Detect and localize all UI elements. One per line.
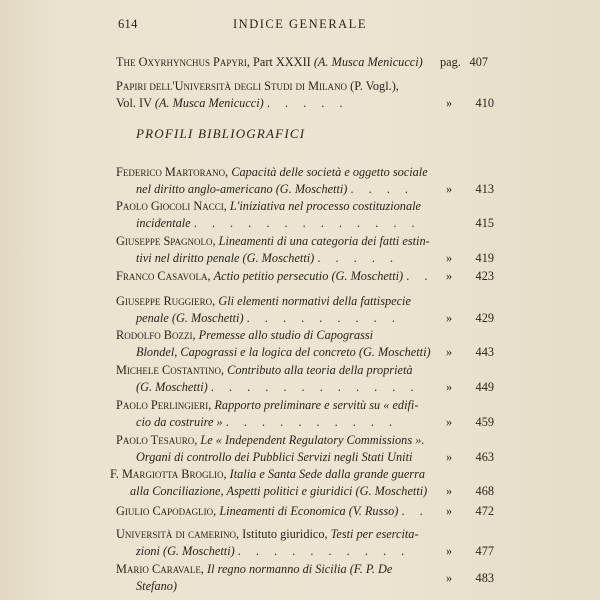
entry-page <box>446 310 494 327</box>
page-ref: 477 <box>475 543 494 558</box>
running-title: INDICE GENERALE <box>233 17 367 31</box>
toc-entry <box>116 293 490 326</box>
toc-entry <box>116 78 490 111</box>
page-marker: » <box>446 310 453 325</box>
entry-page <box>446 250 494 267</box>
page-ref: 419 <box>475 250 494 265</box>
entry-page <box>446 344 494 361</box>
entry-line: penale (G. Moschetti) . . . . . . . . . <box>136 310 401 325</box>
entry-line: Giuseppe Ruggiero, Gli elementi normativi della fattispecie <box>116 294 411 308</box>
toc-entry <box>116 526 490 559</box>
toc-entry <box>116 164 490 197</box>
page-marker: » <box>446 344 453 359</box>
page-number: 614 <box>118 17 138 31</box>
entry-line: (G. Moschetti) . . . . . . . . . . . . <box>136 379 420 394</box>
entry-line: Papiri dell'Università degli Studi di Milano (P. Vogl.), <box>116 79 399 93</box>
toc-entry <box>116 327 490 360</box>
toc-entry <box>116 561 490 594</box>
page-ref: 413 <box>475 181 494 196</box>
page-ref: 449 <box>475 379 494 394</box>
entry-line: Mario Caravale, Il regno normanno di Sicilia (F. P. De <box>116 562 393 576</box>
entry-line: Paolo Perlingieri, Rapporto preliminare e servitù su « edifi- <box>116 398 419 412</box>
entry-line: cio da costruire » . . . . . . . . . . <box>136 414 399 429</box>
entry-line: Franco Casavola, Actio petitio persecutio (G. Moschetti) . . <box>116 269 434 283</box>
entry-page <box>446 570 494 587</box>
page-marker: » <box>446 379 453 394</box>
entry-page <box>446 268 494 285</box>
entry-page <box>446 414 494 431</box>
entry-page <box>440 54 494 71</box>
entry-line: Vol. IV (A. Musca Menicucci) . . . . . <box>116 95 349 110</box>
page-marker: » <box>446 414 453 429</box>
entry-line: nel diritto anglo-americano (G. Moschetti) . . . . <box>136 181 415 196</box>
entry-line: Stefano) <box>136 578 177 593</box>
entry-line: alla Conciliazione, Aspetti politici e giuridici (G. Moschetti) <box>130 483 428 498</box>
entry-page <box>446 449 494 466</box>
page-marker: » <box>446 181 453 196</box>
entry-page <box>446 215 494 232</box>
page-marker: » <box>446 250 453 265</box>
toc-entry <box>116 432 490 465</box>
toc-entry <box>116 397 490 430</box>
toc-entry <box>116 503 490 520</box>
entry-line: zioni (G. Moschetti) . . . . . . . . . . <box>136 543 411 558</box>
entry-line: Giulio Capodaglio, Lineamenti di Economica (V. Russo) . . <box>116 504 429 518</box>
page-ref: 415 <box>475 215 494 230</box>
entry-page <box>446 503 494 520</box>
running-head <box>0 17 600 33</box>
page-marker: » <box>446 95 453 110</box>
entry-line: Michele Costantino, Contributo alla teoria della proprietà <box>116 363 413 377</box>
page-marker: pag. <box>440 55 461 69</box>
entry-page <box>446 95 494 112</box>
page-marker: » <box>446 269 453 283</box>
page-ref: 407 <box>469 55 488 69</box>
entry-page <box>446 543 494 560</box>
page-ref: 459 <box>475 414 494 429</box>
page-ref: 483 <box>475 571 494 585</box>
page-marker: » <box>446 571 453 585</box>
toc-entry <box>116 54 490 71</box>
toc-entry <box>116 362 490 395</box>
entry-line: Blondel, Capograssi e la logica del concreto (G. Moschetti) <box>136 344 431 359</box>
entry-page <box>446 379 494 396</box>
entry-line: Federico Martorano, Capacità delle società e oggetto sociale <box>116 165 428 179</box>
page-ref: 463 <box>475 449 494 464</box>
entry-line: F. Margiotta Broglio, Italia e Santa Sede dalla grande guerra <box>110 467 425 481</box>
entry-line: tivi nel diritto penale (G. Moschetti) . . . . . <box>136 250 400 265</box>
entry-page <box>446 483 494 500</box>
page-ref: 429 <box>475 310 494 325</box>
entry-line: Università di camerino, Istituto giuridico, Testi per esercita- <box>116 527 419 541</box>
page-marker: » <box>446 543 453 558</box>
page-marker: » <box>446 483 453 498</box>
entry-page <box>446 181 494 198</box>
section-title: PROFILI BIBLIOGRAFICI <box>136 126 306 141</box>
toc-entry <box>110 466 490 499</box>
page-ref: 410 <box>475 95 494 110</box>
page-marker: » <box>446 504 453 518</box>
page-ref: 443 <box>475 344 494 359</box>
entry-line: Rodolfo Bozzi, Premesse allo studio di Capograssi <box>116 328 374 342</box>
page-ref: 468 <box>475 483 494 498</box>
toc-entry <box>116 268 490 285</box>
toc-entry <box>116 198 490 231</box>
entry-line: Paolo Giocoli Nacci, L'iniziativa nel processo costituzionale <box>116 199 421 213</box>
entry-line: incidentale . . . . . . . . . . . . . <box>136 215 421 230</box>
page-ref: 472 <box>475 504 494 518</box>
entry-line: Giuseppe Spagnolo, Lineamenti di una categoria dei fatti estin- <box>116 234 430 248</box>
page-marker: » <box>446 449 453 464</box>
entry-line: Organi di controllo dei Pubblici Servizi negli Stati Uniti <box>136 449 413 464</box>
toc-entry <box>116 233 490 266</box>
entry-line: Paolo Tesauro, Le « Independent Regulatory Commissions ». <box>116 433 425 447</box>
entry-line: The Oxyrhynchus Papyri, Part XXXII (A. Musca Menicucci) <box>116 55 423 69</box>
page-ref: 423 <box>475 269 494 283</box>
